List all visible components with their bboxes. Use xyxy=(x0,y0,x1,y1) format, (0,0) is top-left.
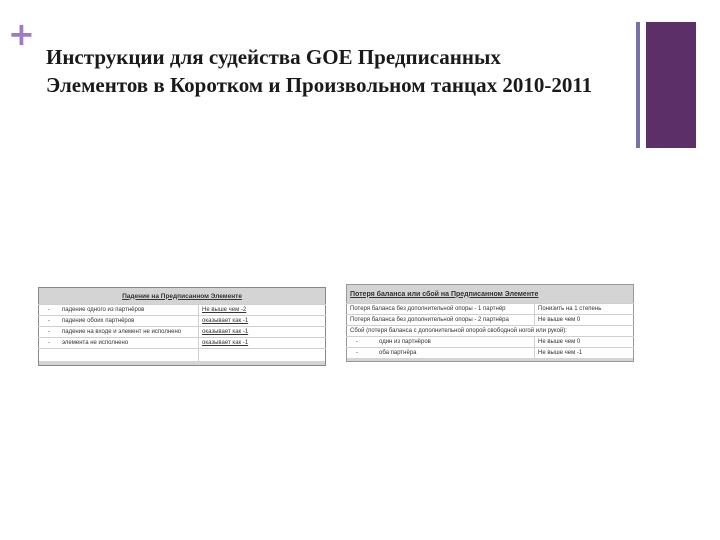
table-fall-on-element xyxy=(38,287,326,366)
table-row xyxy=(39,327,326,338)
slide-title xyxy=(46,43,636,99)
empty-cell xyxy=(199,349,326,362)
row-marker: - xyxy=(39,338,60,349)
table-row xyxy=(39,316,326,327)
row-marker: - xyxy=(39,327,60,338)
plus-icon: + xyxy=(8,15,35,53)
row-text: падение на входе и элемент не исполнено xyxy=(59,327,199,338)
table-subrow xyxy=(347,348,634,359)
row-text: один из партнёров xyxy=(367,337,535,348)
slide-title-line-1: Инструкции для судейства GOE Предписанных xyxy=(46,45,501,69)
row-text: падение обоих партнёров xyxy=(59,316,199,327)
decorative-bar-thin xyxy=(636,22,640,148)
table-row xyxy=(347,315,634,326)
row-value: оказывает как -1 xyxy=(199,316,326,327)
decorative-bar-block xyxy=(646,22,696,148)
table-row xyxy=(39,338,326,349)
row-text: падение одного из партнёров xyxy=(59,305,199,316)
slide-title-line-2: Элементов в Коротком и Произвольном танцах 2010-2011 xyxy=(46,73,593,97)
table-row-empty xyxy=(39,349,326,362)
table-header-row xyxy=(347,285,634,304)
row-text: Потеря баланса без дополнительной опоры - 1 партнёр xyxy=(347,304,535,315)
table-balance-loss xyxy=(346,284,634,362)
row-marker: - xyxy=(39,305,60,316)
table-header: Потеря баланса или сбой на Предписанном Элементе xyxy=(347,285,634,304)
row-text: Сбой (потеря баланса с дополнительной опорой свободной ногой или рукой): xyxy=(347,326,634,337)
empty-cell xyxy=(39,349,199,362)
table-row xyxy=(347,326,634,337)
row-value: Не выше чем -1 xyxy=(535,348,634,359)
footer-cell xyxy=(347,358,634,362)
table-header: Падение на Предписанном Элементе xyxy=(39,288,326,305)
table-row xyxy=(347,304,634,315)
row-value: Не выше чем 0 xyxy=(535,315,634,326)
table-header-row xyxy=(39,288,326,305)
row-text: оба партнёра xyxy=(367,348,535,359)
row-text: элемента не исполнено xyxy=(59,338,199,349)
table-footer-bar xyxy=(347,358,634,362)
row-value: Не выше чем 0 xyxy=(535,337,634,348)
row-value: оказывает как -1 xyxy=(199,327,326,338)
row-value: Не выше чем -2 xyxy=(199,305,326,316)
table-subrow xyxy=(347,337,634,348)
table-row xyxy=(39,305,326,316)
row-marker: - xyxy=(347,348,368,359)
footer-cell xyxy=(39,361,326,366)
row-value: Понизить на 1 степень xyxy=(535,304,634,315)
row-marker: - xyxy=(347,337,368,348)
table-footer-bar xyxy=(39,361,326,366)
row-value: оказывает как -1 xyxy=(199,338,326,349)
row-marker: - xyxy=(39,316,60,327)
row-text: Потеря баланса без дополнительной опоры - 2 партнёра xyxy=(347,315,535,326)
